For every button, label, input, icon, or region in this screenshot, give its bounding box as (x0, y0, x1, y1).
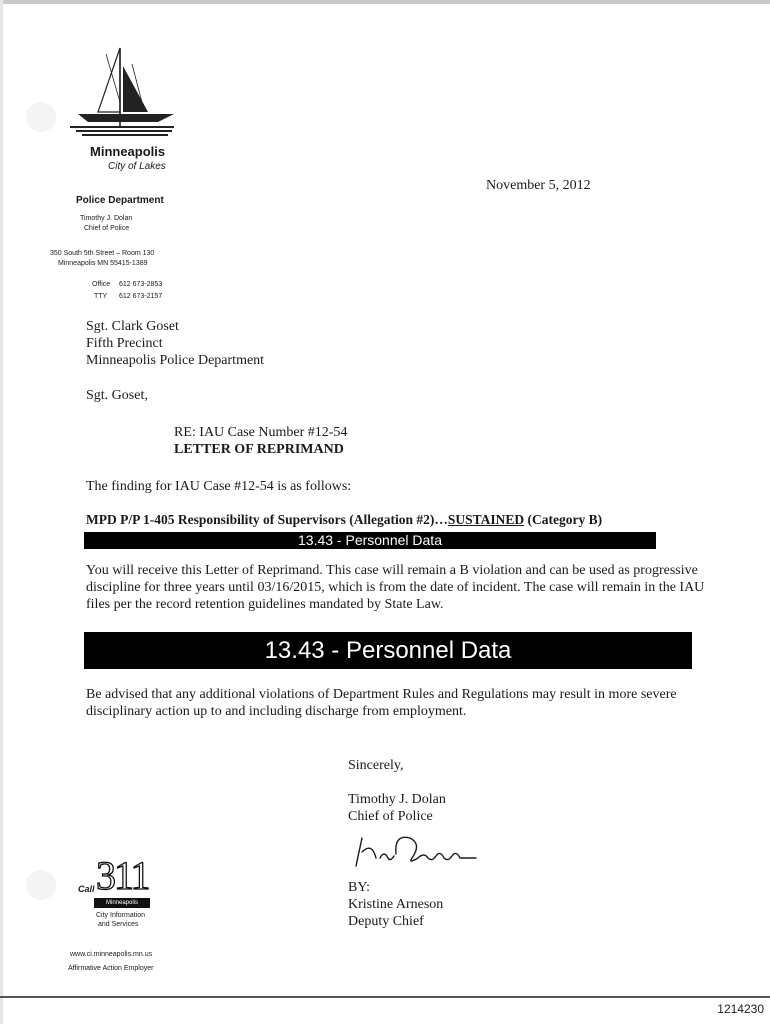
deputy-name: Kristine Arneson (348, 897, 444, 912)
city-311-logo (70, 853, 162, 932)
service-line-2: and Services (98, 921, 139, 928)
allegation-category: (Category B) (524, 512, 603, 527)
signer-title: Chief of Police (348, 809, 433, 824)
letter-date: November 5, 2012 (486, 178, 591, 193)
city-name: Minneapolis (90, 144, 166, 159)
allegation-line (86, 512, 602, 528)
allegation-status: SUSTAINED (447, 512, 525, 527)
department-name: Police Department (76, 195, 164, 206)
address-line-1: 350 South 5th Street – Room 130 (50, 250, 155, 257)
paragraph-2: Be advised that any additional violations of Department Rules and Regulations may result in more severe disciplinary action up to and including discharge from employment. (86, 687, 677, 719)
closing: Sincerely, (348, 758, 404, 773)
allegation-text: MPD P/P 1-405 Responsibility of Supervisors (Allegation #2)… (86, 512, 448, 527)
recipient-department: Minneapolis Police Department (86, 353, 265, 368)
finding-intro: The finding for IAU Case #12-54 is as follows: (86, 479, 352, 494)
call-number: 311 (96, 853, 149, 898)
address-line-2: Minneapolis MN 55415-1389 (58, 260, 148, 267)
sailboat-logo-icon (62, 42, 182, 144)
punch-hole-top (26, 102, 56, 132)
website: www.ci.minneapolis.mn.us (70, 951, 153, 958)
redaction-bar-1: 13.43 - Personnel Data (84, 532, 656, 549)
punch-hole-bottom (26, 870, 56, 900)
re-title: LETTER OF REPRIMAND (174, 442, 344, 457)
signer-name: Timothy J. Dolan (348, 792, 446, 807)
scan-left-edge (0, 0, 3, 1024)
footer-divider (0, 996, 770, 998)
deputy-title: Deputy Chief (348, 914, 424, 929)
scan-top-edge (0, 0, 770, 4)
employer-statement: Affirmative Action Employer (68, 965, 154, 972)
office-phone: 612 673-2853 (119, 281, 163, 288)
office-label: Office (92, 281, 111, 288)
re-line: RE: IAU Case Number #12-54 (174, 425, 348, 440)
tty-label: TTY (94, 293, 108, 300)
recipient-name: Sgt. Clark Goset (86, 319, 179, 334)
chief-name: Timothy J. Dolan (80, 215, 133, 222)
by-label: BY: (348, 880, 371, 895)
chief-title: Chief of Police (84, 225, 130, 232)
document-number: 1214230 (717, 1002, 764, 1016)
logo-banner: Minneapolis (94, 898, 150, 908)
paragraph-1: You will receive this Letter of Reprimand. This case will remain a B violation and can be used as progressive discipline for three years until 03/16/2015, which is from the date of incident. The case will remain in the IAU files per the record retention guidelines mandated by State Law. (86, 563, 705, 612)
call-label: Call (78, 884, 95, 894)
service-line-1: City Information (96, 912, 146, 919)
redaction-bar-2: 13.43 - Personnel Data (84, 632, 692, 669)
city-tagline: City of Lakes (108, 161, 166, 172)
handwritten-signature (350, 828, 480, 874)
tty-phone: 612 673-2157 (119, 293, 163, 300)
recipient-precinct: Fifth Precinct (86, 336, 163, 351)
salutation: Sgt. Goset, (86, 388, 148, 403)
